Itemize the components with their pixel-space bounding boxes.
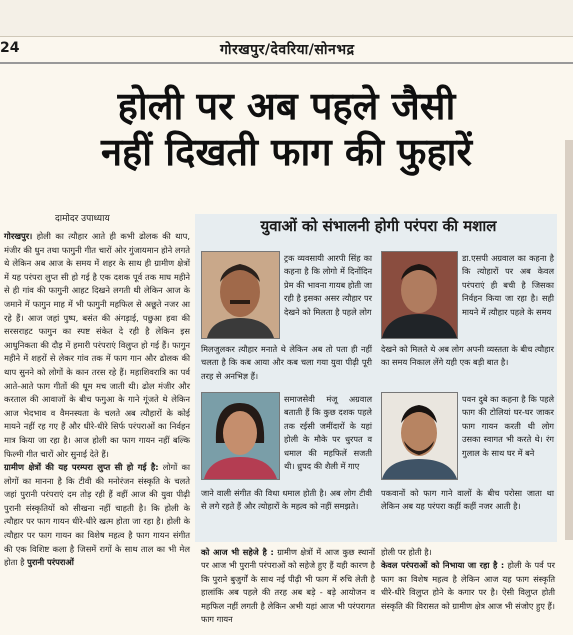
photo-sp-agrawal (381, 251, 458, 339)
bottom-right-text (381, 546, 555, 613)
adjacent-page-edge (565, 140, 573, 540)
bottom-right-body: होली के पर्व पर फाग का विशेष महत्व है लेकिन आज यह फाग संस्कृति धीरे-धीरे विलुप्त होने के कगार पर है। ऐसी विलुप्त होती संस्कृति की विरासत को ग्रामीण क्षेत्र आज भी संजोए हुए हैं। (381, 560, 555, 611)
quote-pawan-dubey-cont: पकवानों को फाग गाने वालों के बीच परोसा जाता था लेकिन अब यह परंपरा कहीं कहीं नजर आती है। (381, 488, 554, 512)
quote-rp-singh: ट्रक व्यवसायी आरपी सिंह का कहना है कि लोगो में दिनोंदिन प्रेम की भावना गायब होती जा रही है इसका असर त्यौहार पर देखने को मिलता है पहले लोग (284, 253, 372, 317)
bottom-right-lead: होली पर होती है। (381, 547, 432, 557)
portrait-icon (202, 393, 279, 479)
page-number: 24 (0, 40, 20, 56)
quote-manju-agrawal: समाजसेवी मंजू अग्रवाल बताती हैं कि कुछ दशक पहले तक रईसी जमींदारों के यहां होली के मौके पर धुरपत व धमाल की महफिलें सजती थी। ध्रुपद की शैली में गाए (284, 394, 372, 472)
left-para-2: लोगों का लोगों का मानना है कि टीवी की मनोरंजन संस्कृति के चलते जहां पुरानी परंपराएं दम तोड़ रही हैं वहीं आज की युवा पीढ़ी पुरानी संस्कृतियों को सीखना नहीं चाहती है। कि होली के त्यौहार पर फाग गायन धीरे-धीरे खत्म होता जा रहा है। होली के त्यौहार पर फाग गायन का विशेष महत्व है फाग गायन संगीत की एक विशिष्ट कला है जिसमें रागों के साथ ताल का भी मेल होता है (4, 462, 190, 568)
quote-manju-agrawal-cont: जाने वाली संगीत की विधा धमाल होती है। अब लोग टीवी से लगे रहते हैं और त्योहारों के महत्व को नहीं समझते। (201, 488, 372, 512)
headline-line-1: होली पर अब पहले जैसी (117, 83, 456, 128)
quote-rp-singh-cont: मिलजुलकर त्यौहार मनाते थे लेकिन अब तो पता ही नहीं चलता है कि कब आया और कब चला गया युवा पीढ़ी पूरी तरह से अनभिज्ञ हैं। (201, 344, 372, 381)
left-para-1: होली का त्यौहार आते ही कभी ढोलक की थाप, मंजीर की धुन तथा फागुनी गीत चारों ओर गुंजायमान होने लगते थे लेकिन अब आज के समय में शहर के साथ ही ग्रामीण क्षेत्रों में यह परंपरा लुप्त सी हो गई है एक दशक पूर्व तक माघ महीने से ही गांव की फागुनी आहट दिखने लगती थी लेकिन आज के जमाने में फागुन माह में भी फागुनी महफिल से अछूते नजर आ रहे हैं। आज जहां पुष्प, बसंत की अंगड़ाई, पछुआ हवा की सरसराहट फागुन का स्पष्ट संकेत दे रही है लेकिन इस आधुनिकता की दौड़ में हमारी परंपराएं विलुप्त हो गई हैं। फागुन महीने में शहरों से लेकर गांव तक में फाग गान और ढोलक की थाप सुनने को लोगों के कान तरस रहे हैं। महाशिवरात्रि का पर्व आते-आते फाग गीतों की धूम मच जाती थी। ढोल मंजीर और करताल की आवाजों के बीच फगुआ के गाने गूंजते थे लेकिन आज भेदभाव व वैमनस्यता के चलते अब त्यौहारों के कोई मायने नहीं रह गए हैं और धीरे-धीरे सिर्फ परंपराओं का निर्वहन मात्र किया जा रहा है। आज होली का फाग गायन नहीं बल्कि फिल्मी गीत चारों ओर सुनाई देते हैं। (4, 231, 190, 459)
quote-sp-agrawal: डा.एसपी अग्रवाल का कहना है कि त्योहारों पर अब केवल परंपराएं ही बची है जिसका निर्वहन किया जा रहा है। सही मायने में त्यौहार पहले के समय (462, 253, 554, 317)
viewer-top-strip (0, 0, 573, 37)
photo-pawan-dubey (381, 392, 458, 480)
dateline: गोरखपुर। (4, 231, 33, 241)
header-rule (0, 62, 573, 64)
photo-rp-singh (201, 251, 280, 339)
bottom-middle-text (201, 546, 375, 626)
bottom-middle-head: को आज भी सहेजे है : (201, 547, 274, 557)
byline: दामोदर उपाध्याय (55, 214, 110, 224)
bottom-right-head: केवल परंपराओं को निभाया जा रहा है : (381, 560, 505, 571)
headline-line-2: नहीं दिखती फाग की फुहारें (100, 129, 473, 174)
left-subhead: ग्रामीण क्षेत्रों की यह परम्परा लुप्त सी हो गई है: (4, 462, 159, 473)
quote-pawan-dubey: पवन दुबे का कहना है कि पहले फाग की टोलियां घर-घर जाकर फाग गायन करती थी लोग उसका स्वागत भी करते थे। रंग गुलाल के साथ घर में बने (462, 394, 554, 458)
edition-header: गोरखपुर/देवरिया/सोनभद्र (220, 42, 355, 58)
portrait-icon (382, 252, 457, 338)
panel-subheadline: युवाओं को संभालनी होगी परंपरा की मशाल (260, 217, 497, 235)
left-article-column (4, 230, 190, 570)
portrait-icon (202, 252, 279, 338)
left-para-2-tail: पुरानी परंपराओं (27, 557, 74, 568)
photo-manju-agrawal (201, 392, 280, 480)
portrait-icon (382, 393, 457, 479)
bottom-middle-body: ग्रामीण क्षेत्रों में आज कुछ स्थानों पर आज भी पुरानी परंपराओं को सहेजे हुए हैं यही कारण है कि पुराने बुजुर्गों के साथ नई पीढ़ी भी फाग में रुचि लेती है हालांकि अब पहले की तरह अब बड़े - बड़े आयोजन व महफिल नहीं लगती है लेकिन अभी यहां आज भी परंपरागत फाग गायन (201, 547, 375, 625)
quote-sp-agrawal-cont: देखने को मिलते थे अब लोग अपनी व्यस्तता के बीच त्यौहार का समय निकाल लेंगे यही एक बड़ी बात है। (381, 344, 554, 368)
